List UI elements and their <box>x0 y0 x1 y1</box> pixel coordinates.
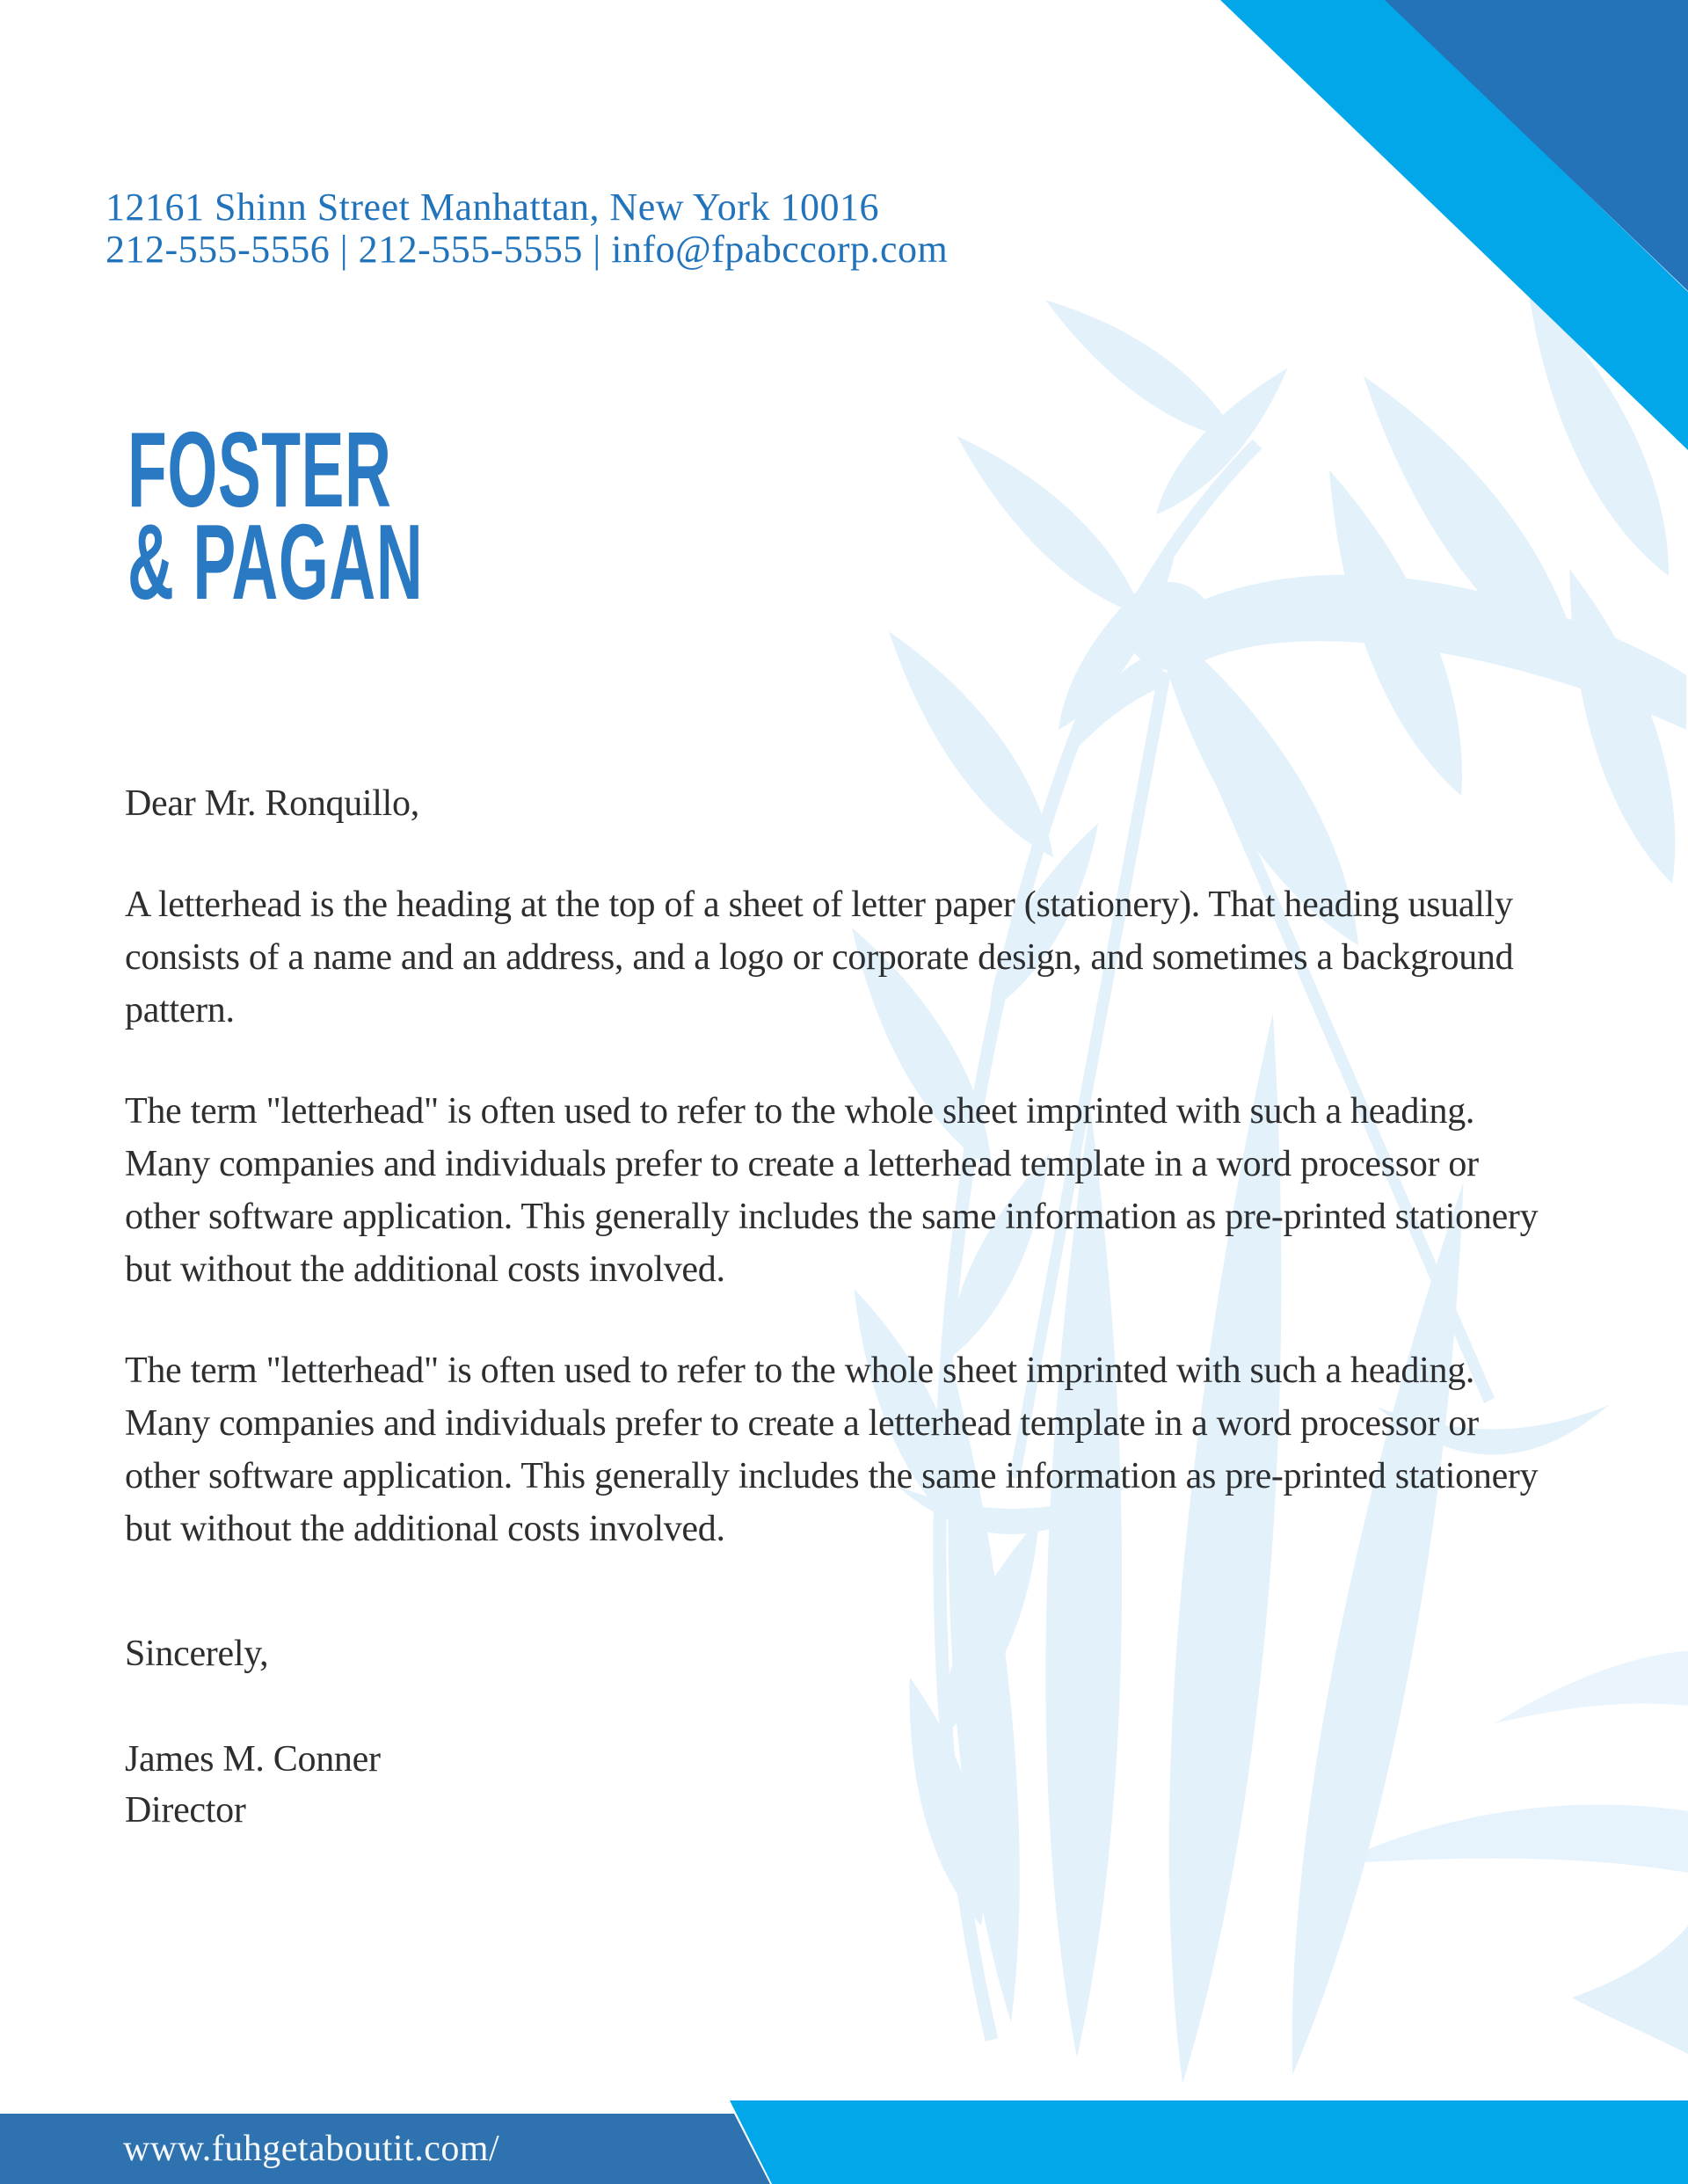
closing: Sincerely, <box>125 1634 269 1674</box>
paragraph-1: A letterhead is the heading at the top of a sheet of letter paper (stationery). That heading usually consists of a name and an address, and a logo or corporate design, and sometimes a background pattern. <box>125 885 1514 1030</box>
footer-website: www.fuhgetaboutit.com/ <box>123 2129 500 2169</box>
address-line: 12161 Shinn Street Manhattan, New York 10016 <box>106 186 879 229</box>
logo-line-2: & PAGAN <box>127 502 424 622</box>
contact-line: 212-555-5556 | 212-555-5555 | info@fpabccorp.com <box>106 228 949 271</box>
header-contact-block <box>106 186 948 271</box>
salutation: Dear Mr. Ronquillo, <box>125 783 419 824</box>
signature-name: James M. Conner <box>125 1739 381 1780</box>
signature-block <box>125 1734 1549 1836</box>
logo-line-1: FOSTER <box>127 410 392 529</box>
firm-logo <box>127 410 621 622</box>
paragraph-3: The term "letterhead" is often used to refer to the whole sheet imprinted with such a heading. Many companies and individuals prefer to create a letterhead template in a word processor or other software application. This generally includes the same information as pre-printed stationery but without the additional costs involved. <box>125 1350 1539 1549</box>
paragraph-2: The term "letterhead" is often used to refer to the whole sheet imprinted with such a heading. Many companies and individuals prefer to create a letterhead template in a word processor or other software application. This generally includes the same information as pre-printed stationery but without the additional costs involved. <box>125 1091 1539 1290</box>
signature-title: Director <box>125 1790 246 1831</box>
letter-body <box>125 777 1549 1836</box>
